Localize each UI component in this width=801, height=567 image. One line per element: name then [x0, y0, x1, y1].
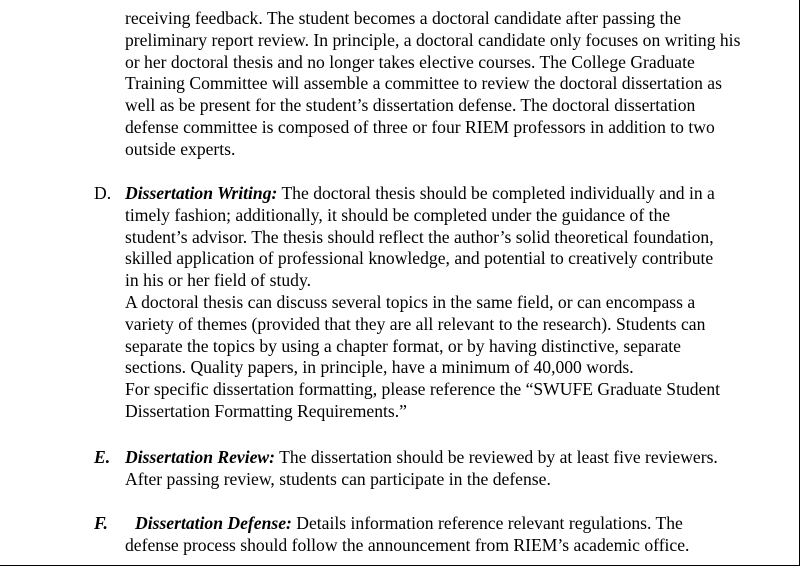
section-f-rest	[125, 535, 785, 557]
text-line: Training Committee will assemble a committee to review the doctoral dissertation as	[125, 73, 722, 94]
section-e-marker: E.	[94, 447, 111, 467]
text-line: or her doctoral thesis and no longer takes elective courses. The College Graduate	[125, 51, 695, 72]
continuation-paragraph	[125, 8, 785, 161]
section-d	[125, 183, 785, 423]
section-d-first-line	[125, 183, 785, 205]
section-f-marker: F.	[94, 513, 108, 533]
section-e-heading: Dissertation Review:	[125, 447, 276, 467]
text-line: Dissertation Formatting Requirements.”	[125, 400, 407, 421]
section-e-first-line	[125, 447, 785, 469]
text-line: sections. Quality papers, in principle, have a minimum of 40,000 words.	[125, 357, 634, 378]
section-e	[125, 447, 785, 491]
text-line: well as be present for the student’s dissertation defense. The doctoral dissertation	[125, 95, 696, 116]
text-line: A doctoral thesis can discuss several topics in the same field, or can encompass a	[125, 291, 696, 312]
text-line: receiving feedback. The student becomes a doctoral candidate after passing the	[125, 8, 682, 28]
text-line: variety of themes (provided that they are all relevant to the research). Students can	[125, 313, 706, 334]
section-f-heading: Dissertation Defense:	[135, 513, 292, 533]
section-e-first-line-text: The dissertation should be reviewed by at least five reviewers.	[275, 447, 718, 467]
text-line: student’s advisor. The thesis should reflect the author’s solid theoretical foundation,	[125, 226, 714, 247]
section-d-marker: D.	[94, 183, 112, 203]
section-d-first-line-text: The doctoral thesis should be completed individually and in a	[277, 183, 715, 203]
text-line: skilled application of professional knowledge, and potential to creatively contribute	[125, 248, 714, 269]
section-f-first-line-text: Details information reference relevant regulations. The	[291, 513, 683, 533]
text-line: For specific dissertation formatting, please reference the “SWUFE Graduate Student	[125, 379, 721, 400]
text-line: timely fashion; additionally, it should be completed under the guidance of the	[125, 204, 671, 225]
section-f-first-line	[135, 513, 785, 535]
text-line: After passing review, students can participate in the defense.	[125, 468, 551, 489]
text-line: preliminary report review. In principle, a doctoral candidate only focuses on writing his	[125, 29, 741, 50]
section-d-heading: Dissertation Writing:	[125, 183, 278, 203]
text-line: in his or her field of study.	[125, 270, 312, 291]
text-line: defense committee is composed of three or four RIEM professors in addition to two	[125, 116, 715, 137]
text-line: outside experts.	[125, 138, 236, 159]
text-line: separate the topics by using a chapter format, or by having distinctive, separate	[125, 335, 681, 356]
text-line: defense process should follow the announcement from RIEM’s academic office.	[125, 535, 690, 555]
section-f-first	[135, 513, 785, 535]
